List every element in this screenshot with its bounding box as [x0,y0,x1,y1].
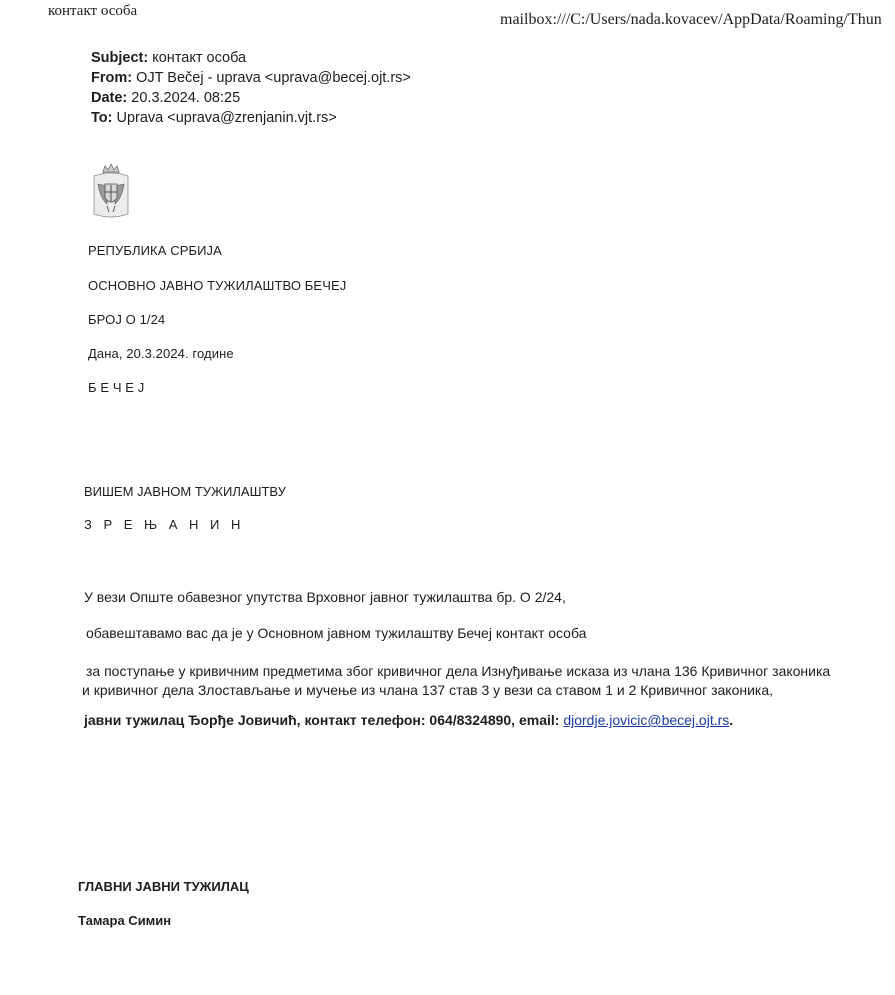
print-header-path: mailbox:///C:/Users/nada.kovacev/AppData/Roaming/Thun [500,11,882,28]
body-line-3: за поступање у кривичним предметима због кривичног дела Изнуђивање исказа из члана 136 Кривичног законика [86,663,831,679]
contact-line [84,712,733,728]
body-line-2: обавештавамо вас да је у Основном јавном тужилаштву Бечеј контакт особа [86,625,587,641]
from-label: From: [91,70,133,86]
letterhead-date: Дана, 20.3.2024. године [88,346,234,361]
subject-label: Subject: [91,50,149,66]
serbian-coat-of-arms-icon [90,162,132,222]
date-value: 20.3.2024. 08:25 [131,90,241,106]
from-value: OJT Bečej - uprava <uprava@becej.ojt.rs> [136,70,411,86]
to-value: Uprava <uprava@zrenjanin.vjt.rs> [116,110,337,126]
email-to-row [91,110,337,126]
letterhead-office: ОСНОВНО ЈАВНО ТУЖИЛАШТВО БЕЧЕЈ [88,278,347,293]
email-date-row [91,90,240,106]
contact-prefix: јавни тужилац Ђорђе Јовичић, контакт телефон: 064/8324890, email: [84,712,564,728]
contact-email-link[interactable]: djordje.jovicic@becej.ojt.rs [563,712,730,728]
subject-value: контакт особа [152,50,247,66]
letterhead-republic: РЕПУБЛИКА СРБИЈА [88,243,222,258]
body-line-1: У вези Опште обавезног упутства Врховног јавног тужилаштва бр. О 2/24, [84,589,566,605]
signature-title: ГЛАВНИ ЈАВНИ ТУЖИЛАЦ [78,879,249,894]
letterhead-city: Б Е Ч Е Ј [88,380,145,395]
email-subject-row [91,50,246,66]
email-from-row [91,70,411,86]
date-label: Date: [91,90,128,106]
letterhead-number: БРОЈ О 1/24 [88,312,166,327]
print-header-title: контакт особа [48,3,138,19]
recipient-city: З Р Е Њ А Н И Н [84,517,245,532]
signature-name: Тамара Симин [78,913,172,928]
contact-suffix: . [729,712,734,728]
recipient-name: ВИШЕМ ЈАВНОМ ТУЖИЛАШТВУ [84,484,286,499]
to-label: To: [91,110,113,126]
body-line-4: и кривичног дела Злостављање и мучење из члана 137 став 3 у вези са ставом 1 и 2 Кривичног законика, [82,682,774,698]
